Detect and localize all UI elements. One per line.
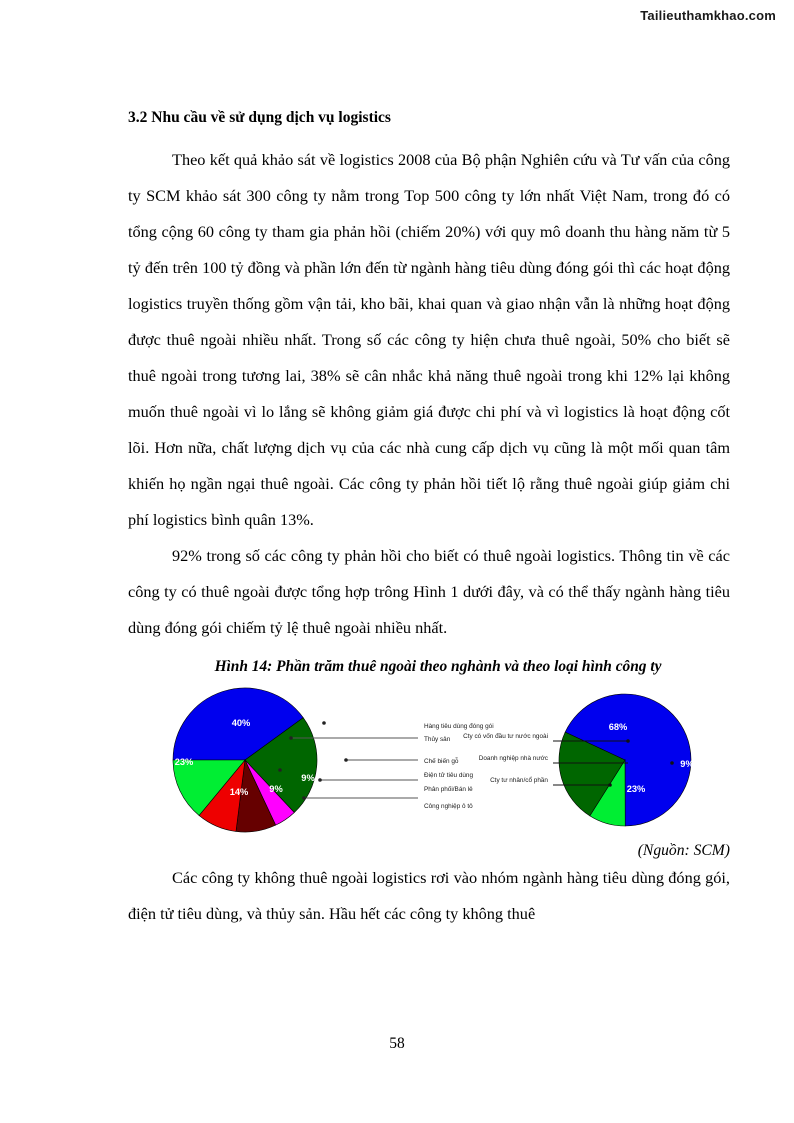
left-slice-label-5: 14% — [229, 787, 249, 798]
section-heading: 3.2 Nhu cầu về sử dụng dịch vụ logistics — [128, 109, 391, 126]
figure-caption: Hình 14: Phần trăm thuê ngoài theo nghành và theo loại hình công ty — [214, 658, 662, 676]
left-legend-item-0: Hàng tiêu dùng đóng gói — [424, 723, 494, 731]
left-legend-item-1: Thủy sản — [424, 736, 451, 744]
page-content — [128, 108, 730, 932]
left-legend-item-5: Công nghiệp ô tô — [424, 803, 473, 811]
right-slice-label-1: 9% — [680, 759, 694, 770]
left-legend-item-4: Phân phối/Bán lẻ — [424, 786, 473, 794]
right-legend-item-0: Cty có vốn đầu tư nước ngoài — [463, 733, 548, 741]
pie-chart-by-industry — [173, 688, 494, 832]
left-slice-label-4: 9% — [269, 784, 283, 795]
left-slice-label-2: 5% — [328, 755, 342, 766]
left-slice-label-3: 9% — [301, 773, 315, 784]
figure-source: (Nguồn: SCM) — [637, 842, 730, 860]
page-number: 58 — [389, 1035, 405, 1052]
site-watermark: Tailieuthamkhao.com — [640, 8, 776, 23]
paragraph-2: 92% trong số các công ty phản hồi cho biết có thuê ngoài logistics. Thông tin về các công ty có thuê ngoài được tổng hợp trông Hình 1 dưới đây, và có thể thấy ngành hàng tiêu dùng đóng gói chiếm tỷ lệ thuê ngoài nhiều nhất. — [128, 546, 730, 638]
right-slice-label-2: 23% — [626, 784, 646, 795]
left-legend-item-2: Chế biến gỗ — [424, 758, 459, 766]
left-slice-label-1: 23% — [174, 757, 194, 768]
left-slice-label-0: 40% — [231, 718, 251, 729]
right-slice-label-0: 68% — [608, 722, 628, 733]
right-legend-item-1: Doanh nghiệp nhà nước — [478, 755, 548, 763]
paragraph-1: Theo kết quả khảo sát về logistics 2008 của Bộ phận Nghiên cứu và Tư vấn của công ty SCM khảo sát 300 công ty nằm trong Top 500 công ty lớn nhất Việt Nam, trong đó có tổng cộng 60 công ty tham gia phản hồi (chiếm 20%) với quy mô doanh thu hàng năm từ 5 tỷ đến trên 100 tỷ đồng và phần lớn đến từ ngành hàng tiêu dùng đóng gói thì các hoạt động logistics truyền thống gồm vận tải, kho bãi, khai quan và giao nhận vẫn là những hoạt động được thuê ngoài nhiều nhất. Trong số các công ty hiện chưa thuê ngoài, 50% cho biết sẽ thuê ngoài trong tương lai, 38% sẽ cân nhắc khả năng thuê ngoài trong khi 12% lại không muốn thuê ngoài vì lo lắng sẽ không giảm giá được chi phí và vì logistics là hoạt động cốt lõi. Hơn nữa, chất lượng dịch vụ của các nhà cung cấp dịch vụ cũng là một mối quan tâm khiến họ ngần ngại thuê ngoài. Các công ty phản hồi tiết lộ rằng thuê ngoài giúp giảm chi phí logistics bình quân 13%. — [128, 150, 730, 530]
right-legend-item-2: Cty tư nhân/cổ phần — [490, 777, 548, 785]
paragraph-3: Các công ty không thuê ngoài logistics rơi vào nhóm ngành hàng tiêu dùng đóng gói, điện tử tiêu dùng, và thủy sản. Hầu hết các công ty không thuê — [128, 868, 730, 924]
left-legend-item-3: Điện tử tiêu dùng — [424, 772, 474, 780]
pie-chart-by-company-type — [463, 694, 694, 826]
figure-pie-charts — [128, 680, 730, 840]
